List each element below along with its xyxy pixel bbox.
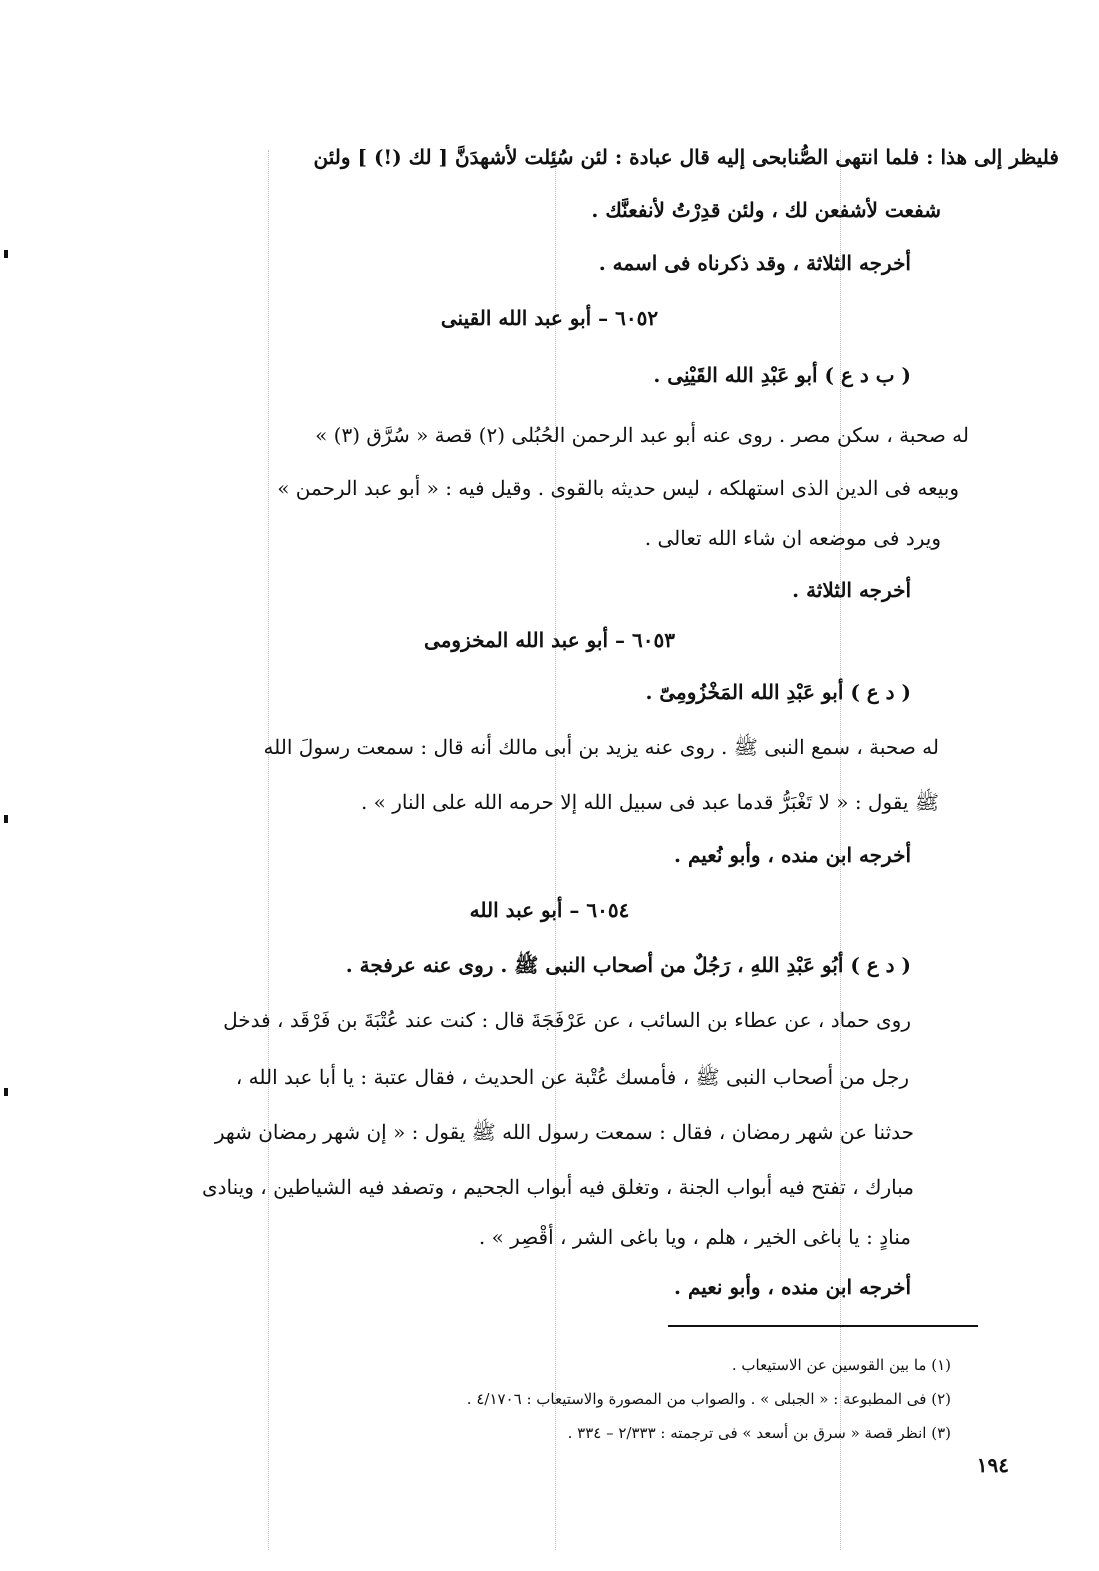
entry-heading: ٦٠٥٣ – أبو عبد الله المخزومى: [424, 628, 675, 652]
footnote-divider: [668, 1325, 978, 1327]
text-line: أخرجه ابن منده ، وأبو نُعيم .: [674, 843, 911, 867]
text-line: مبارك ، تفتح فيه أبواب الجنة ، وتغلق فيه أبواب الجحيم ، وتصفد فيه الشياطين ، وينادى: [202, 1175, 914, 1199]
margin-mark: [4, 250, 8, 258]
entry-heading: ٦٠٥٤ – أبو عبد الله: [469, 898, 630, 922]
margin-mark: [4, 815, 8, 823]
scan-artifact: [555, 150, 556, 1550]
text-line: أخرجه ابن منده ، وأبو نعيم .: [674, 1275, 911, 1299]
footnote: (٣) انظر قصة « سرق بن أسعد » فى ترجمته : ٢/٣٣٣ – ٣٣٤ .: [567, 1424, 951, 1442]
text-line: ويرد فى موضعه ان شاء الله تعالى .: [644, 526, 941, 550]
text-line: ﷺ يقول : « لا تَغْبَرُّ قدما عبد فى سبيل الله إلا حرمه الله على النار » .: [360, 790, 939, 814]
footnote: (١) ما بين القوسين عن الاستيعاب .: [731, 1356, 951, 1374]
page-number: ١٩٤: [976, 1453, 1009, 1477]
text-line: روى حماد ، عن عطاء بن السائب ، عن عَرْفَجَةَ قال : كنت عند عُتْبَةَ بن فَرْقَد ، فدخل: [223, 1008, 911, 1032]
text-line: وبيعه فى الدين الذى استهلكه ، ليس حديثه بالقوى . وقيل فيه : « أبو عبد الرحمن »: [277, 476, 959, 500]
text-line: منادٍ : يا باغى الخير ، هلم ، ويا باغى الشر ، أقْصِر » .: [478, 1225, 911, 1249]
text-line: أخرجه الثلاثة .: [792, 578, 911, 602]
footnote: (٢) فى المطبوعة : « الجبلى » . والصواب من المصورة والاستيعاب : ٤/١٧٠٦ .: [466, 1390, 951, 1408]
entry-heading: ٦٠٥٢ – أبو عبد الله القينى: [440, 306, 659, 330]
text-line: فليظر إلى هذا : فلما انتهى الصُّنابحى إليه قال عبادة : لئن سُئِلت لأشهدَنَّ [ لك (!) ] ولئن: [313, 145, 1059, 169]
text-line: له صحبة ، سمع النبى ﷺ . روى عنه يزيد بن أبى مالك أنه قال : سمعت رسولَ الله: [263, 735, 939, 759]
text-line: أخرجه الثلاثة ، وقد ذكرناه فى اسمه .: [598, 251, 911, 275]
scan-artifact: [268, 150, 269, 1550]
text-line: رجل من أصحاب النبى ﷺ ، فأمسك عُتْبة عن الحديث ، فقال عتبة : يا أبا عبد الله ،: [235, 1065, 909, 1089]
entry-name-line: ( ب د ع ) أبو عَبْدِ الله القَيْنِى .: [653, 363, 911, 387]
text-line: له صحبة ، سكن مصر . روى عنه أبو عبد الرحمن الحُبُلى (٢) قصة « سُرَّق (٣) »: [315, 423, 969, 447]
text-line: حدثنا عن شهر رمضان ، فقال : سمعت رسول الله ﷺ يقول : « إن شهر رمضان شهر: [214, 1120, 914, 1144]
entry-name-line: ( د ع ) أبُو عَبْدِ اللهِ ، رَجُلٌ من أصحاب النبى ﷺ . روى عنه عرفجة .: [345, 953, 911, 977]
margin-mark: [4, 1088, 8, 1096]
text-line: شفعت لأشفعن لك ، ولئن قدِرْتُ لأنفعنَّك .: [591, 198, 941, 222]
entry-name-line: ( د ع ) أبو عَبْدِ الله المَخْزُومِىّ .: [645, 680, 911, 704]
